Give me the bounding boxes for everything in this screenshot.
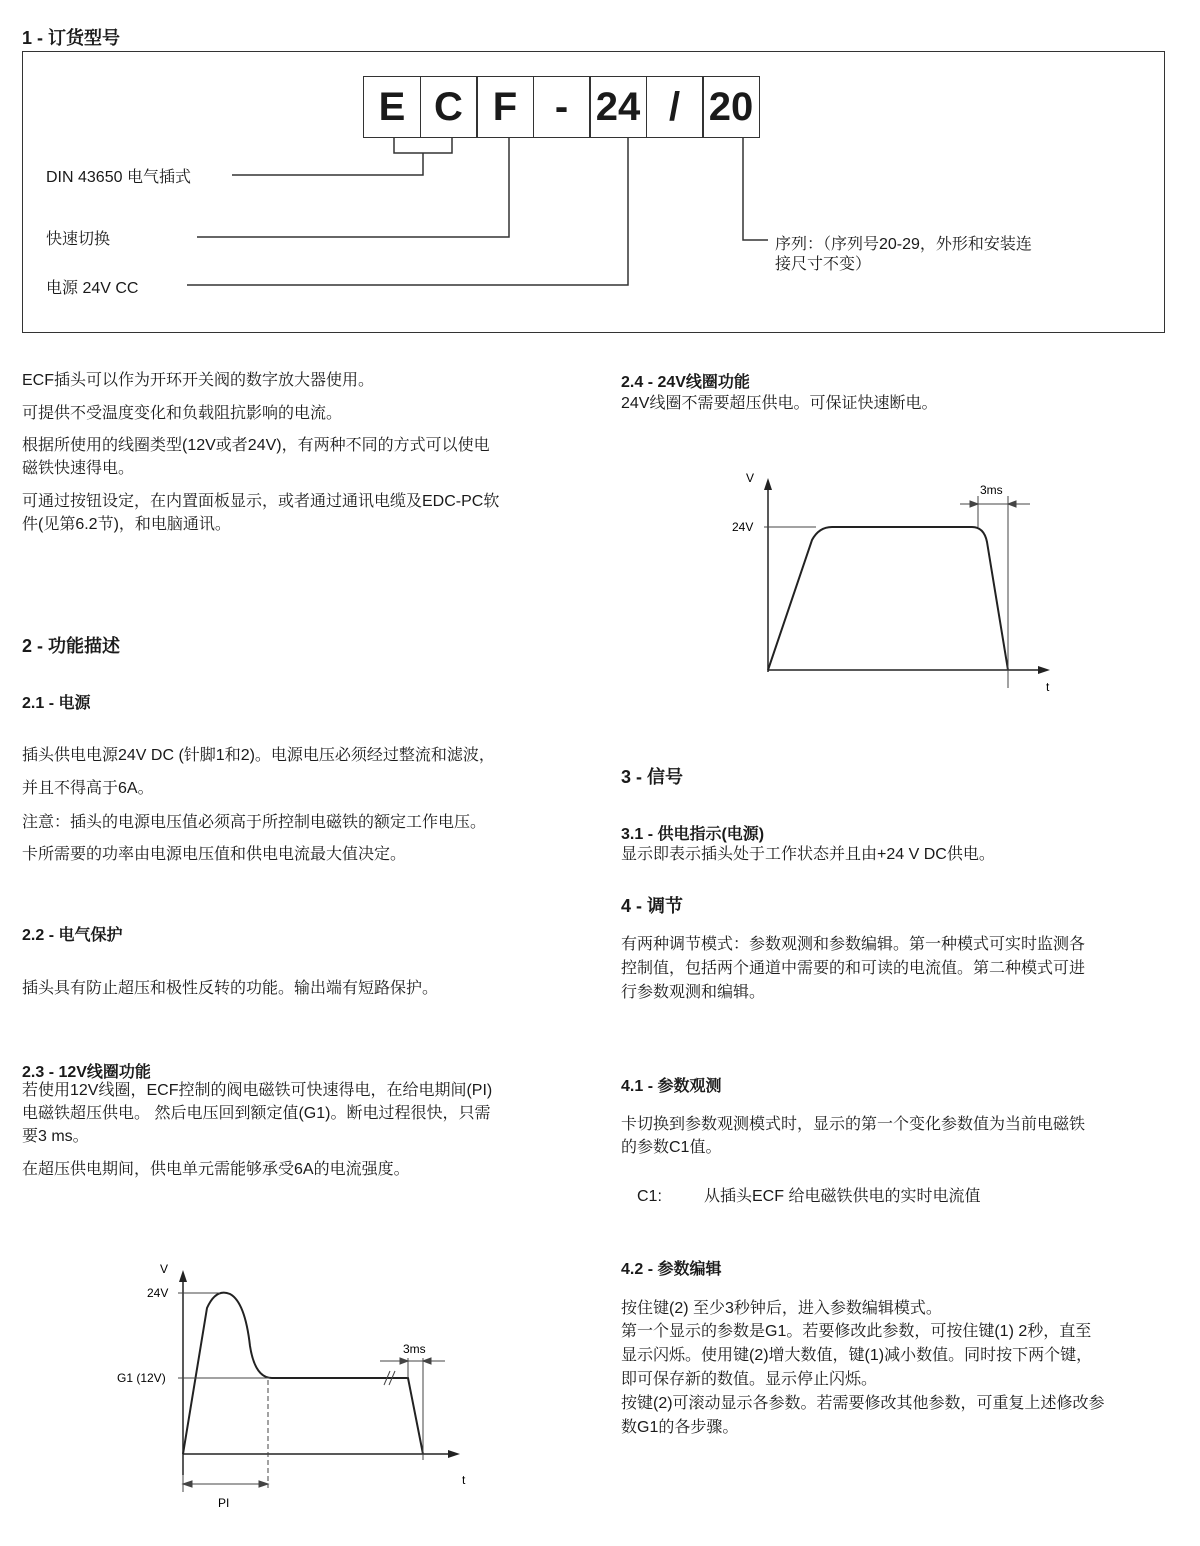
chart-12v-coil (110, 1250, 490, 1520)
section-4-2-title: 4.2 - 参数编辑 (621, 1261, 722, 1278)
s41-line2: 的参数C1值。 (621, 1139, 722, 1156)
code-cell-24: 24 (589, 76, 647, 138)
s23-line2: 电磁铁超压供电。 然后电压回到额定值(G1)。断电过程很快，只需 (22, 1105, 491, 1122)
s21-line1: 插头供电电源24V DC (针脚1和2)。电源电压必须经过整流和滤波， (22, 747, 495, 764)
s24-line1: 24V线圈不需要超压供电。可保证快速断电。 (621, 395, 938, 412)
chart12-24v-label: 24V (147, 1286, 169, 1300)
code-cell-dash: - (533, 76, 591, 138)
intro-p3-line1: 根据所使用的线圈类型(12V或者24V)，有两种不同的方式可以使电 (22, 437, 490, 454)
intro-p3-line2: 磁铁快速得电。 (22, 460, 135, 477)
s41-line1: 卡切换到参数观测模式时，显示的第一个变化参数值为当前电磁铁 (621, 1116, 1086, 1133)
intro-p4-line1: 可通过按钮设定，在内置面板显示，或者通过通讯电缆及EDC-PC软 (22, 493, 500, 510)
s31-line1: 显示即表示插头处于工作状态并且由+24 V DC供电。 (621, 846, 995, 863)
section-1-title: 1 - 订货型号 (22, 28, 121, 48)
label-fast-switch: 快速切换 (46, 231, 111, 248)
label-power: 电源 24V CC (46, 280, 139, 297)
chart12-3ms-label: 3ms (403, 1342, 426, 1356)
code-cell-slash: / (646, 76, 704, 138)
s23-line4: 在超压供电期间，供电单元需能够承受6A的电流强度。 (22, 1161, 410, 1178)
s42-line4: 即可保存新的数值。显示停止闪烁。 (621, 1371, 878, 1388)
code-cell-20: 20 (702, 76, 760, 138)
section-2-1-title: 2.1 - 电源 (22, 695, 91, 712)
c1-key: C1: (637, 1188, 662, 1205)
label-series-line1: 序列：（序列号20-29，外形和安装连 (775, 236, 1032, 253)
label-series-line2: 接尺寸不变） (775, 256, 872, 273)
chart24-axis-t-label: t (1046, 680, 1050, 694)
chart12-x-arrow (448, 1450, 460, 1458)
section-2-title: 2 - 功能描述 (22, 636, 121, 656)
s22-line1: 插头具有防止超压和极性反转的功能。输出端有短路保护。 (22, 980, 439, 997)
s21-line2: 并且不得高于6A。 (22, 780, 154, 797)
s4-line3: 行参数观测和编辑。 (621, 984, 766, 1001)
section-4-title: 4 - 调节 (621, 896, 684, 916)
chart-24v-coil (720, 460, 1070, 700)
chart12-pi-label: PI (218, 1496, 230, 1510)
s4-line2: 控制值，包括两个通道中需要的和可读的电流值。第二种模式可进 (621, 960, 1086, 977)
chart24-24v-label: 24V (732, 520, 754, 534)
s42-line5: 按键(2)可滚动显示各参数。若需要修改其他参数，可重复上述修改参 (621, 1395, 1105, 1412)
s42-line2: 第一个显示的参数是G1。若要修改此参数，可按住键(1) 2秒，直至 (621, 1323, 1092, 1340)
section-2-2-title: 2.2 - 电气保护 (22, 927, 123, 944)
chart12-g1-label: G1 (12V) (117, 1371, 166, 1385)
section-3-title: 3 - 信号 (621, 767, 684, 787)
c1-description: 从插头ECF 给电磁铁供电的实时电流值 (704, 1188, 981, 1205)
chart12-axis-v-label: V (160, 1262, 169, 1276)
chart24-signal-curve (768, 527, 1008, 670)
s42-line1: 按住键(2) 至少3秒钟后，进入参数编辑模式。 (621, 1300, 942, 1317)
s23-line3: 要3 ms。 (22, 1128, 89, 1145)
chart24-axis-v-label: V (746, 471, 755, 485)
s42-line6: 数G1的各步骤。 (621, 1419, 739, 1436)
chart12-axis-t-label: t (462, 1473, 466, 1487)
section-4-1-title: 4.1 - 参数观测 (621, 1078, 722, 1095)
section-2-4-title: 2.4 - 24V线圈功能 (621, 374, 750, 391)
s4-line1: 有两种调节模式：参数观测和参数编辑。第一种模式可实时监测各 (621, 936, 1086, 953)
intro-p4-line2: 件(见第6.2节)，和电脑通讯。 (22, 516, 231, 533)
section-3-1-title: 3.1 - 供电指示(电源) (621, 826, 765, 843)
intro-p1: ECF插头可以作为开环开关阀的数字放大器使用。 (22, 372, 375, 389)
section-2-3-title: 2.3 - 12V线圈功能 (22, 1064, 151, 1081)
code-cell-f: F (476, 76, 534, 138)
intro-p2: 可提供不受温度变化和负载阻抗影响的电流。 (22, 405, 343, 422)
chart24-3ms-label: 3ms (980, 483, 1003, 497)
label-din: DIN 43650 电气插式 (46, 169, 191, 186)
code-cell-e: E (363, 76, 421, 138)
chart12-y-arrow (179, 1270, 187, 1282)
s21-line3: 注意：插头的电源电压值必须高于所控制电磁铁的额定工作电压。 (22, 814, 487, 831)
s21-line4: 卡所需要的功率由电源电压值和供电电流最大值决定。 (22, 846, 407, 863)
code-cell-c: C (420, 76, 478, 138)
chart24-x-arrow (1038, 666, 1050, 674)
chart12-signal-curve (183, 1293, 423, 1454)
s42-line3: 显示闪烁。使用键(2)增大数值，键(1)减小数值。同时按下两个键， (621, 1347, 1093, 1364)
s23-line1: 若使用12V线圈，ECF控制的阀电磁铁可快速得电，在给电期间(PI) (22, 1082, 493, 1099)
chart24-y-arrow (764, 478, 772, 490)
